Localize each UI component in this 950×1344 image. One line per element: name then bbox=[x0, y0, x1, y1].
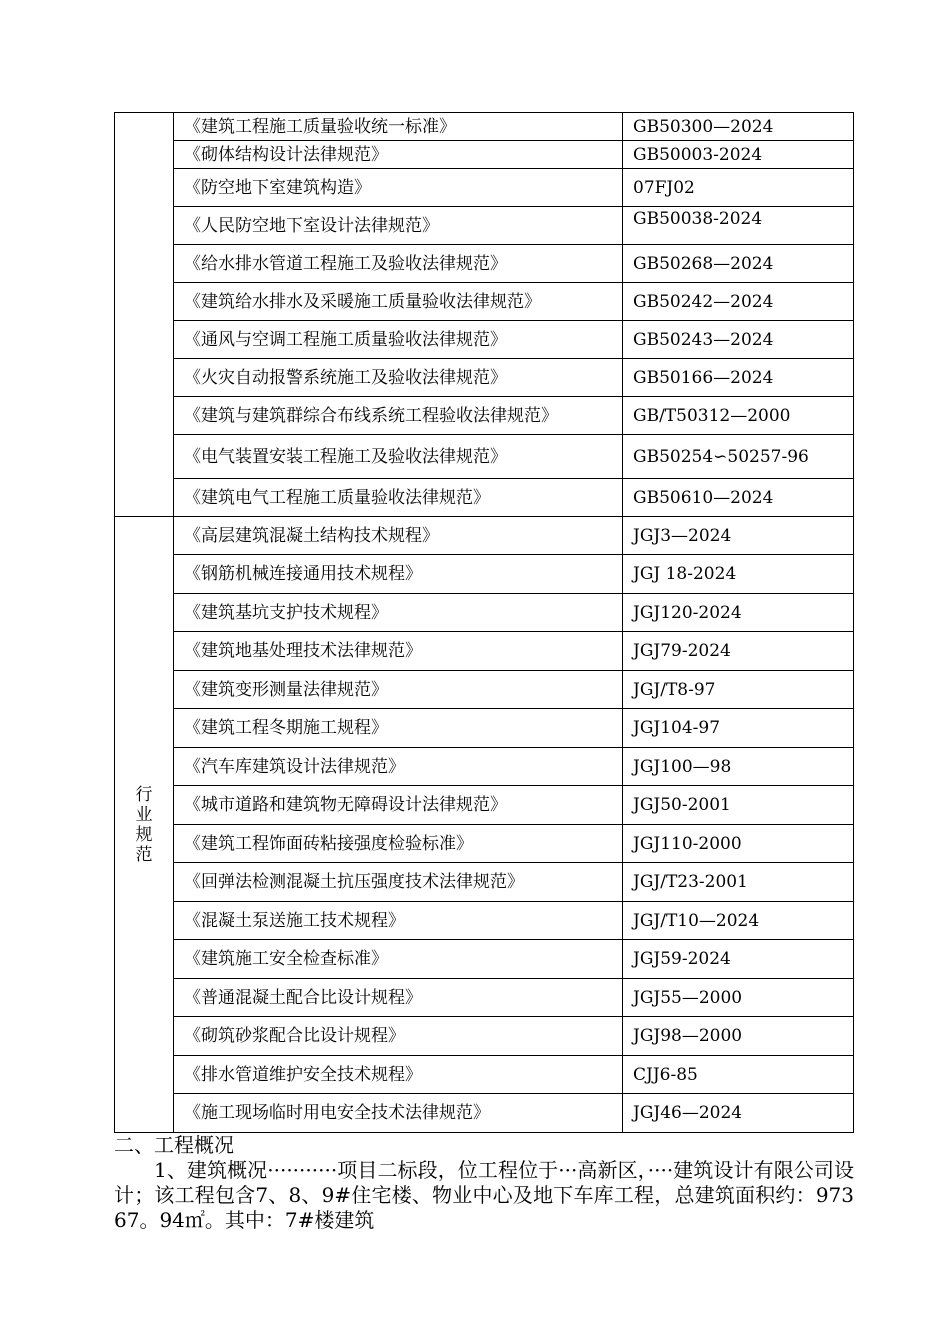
table-row bbox=[115, 979, 854, 1017]
standard-name-cell: 《砌筑砂浆配合比设计规程》 bbox=[174, 1017, 623, 1056]
standard-code-cell: JGJ59-2024 bbox=[623, 940, 854, 979]
standard-name-cell: 《建筑施工安全检查标准》 bbox=[174, 940, 623, 979]
table-row bbox=[115, 359, 854, 397]
standard-code-cell: JGJ98—2000 bbox=[623, 1017, 854, 1056]
standard-name-cell: 《给水排水管道工程施工及验收法律规范》 bbox=[174, 245, 623, 283]
category-cell bbox=[115, 113, 174, 517]
standard-code-cell: JGJ104-97 bbox=[623, 709, 854, 748]
standard-code-cell: GB50610—2024 bbox=[623, 479, 854, 517]
section-body bbox=[114, 1133, 854, 1233]
table-row bbox=[115, 245, 854, 283]
standard-name-cell: 《建筑与建筑群综合布线系统工程验收法律规范》 bbox=[174, 397, 623, 435]
standard-code-cell: JGJ55—2000 bbox=[623, 979, 854, 1017]
section-heading: 二、工程概况 bbox=[114, 1133, 234, 1157]
table-row bbox=[115, 1017, 854, 1056]
standard-code-cell: 07FJ02 bbox=[623, 169, 854, 207]
standard-code-cell: JGJ46—2024 bbox=[623, 1094, 854, 1133]
standard-name-cell: 《排水管道维护安全技术规程》 bbox=[174, 1056, 623, 1094]
table-row bbox=[115, 902, 854, 940]
standard-code-cell: JGJ3—2024 bbox=[623, 517, 854, 555]
standard-name-cell: 《混凝土泵送施工技术规程》 bbox=[174, 902, 623, 940]
standard-code-cell: JGJ120-2024 bbox=[623, 594, 854, 632]
standard-name-cell: 《火灾自动报警系统施工及验收法律规范》 bbox=[174, 359, 623, 397]
standard-code-cell: CJJ6-85 bbox=[623, 1056, 854, 1094]
standard-name-cell: 《防空地下室建筑构造》 bbox=[174, 169, 623, 207]
standard-code-cell: GB50003-2024 bbox=[623, 141, 854, 169]
standard-name-cell: 《汽车库建筑设计法律规范》 bbox=[174, 748, 623, 786]
table-row bbox=[115, 141, 854, 169]
table-row bbox=[115, 825, 854, 863]
standard-code-cell: GB50242—2024 bbox=[623, 283, 854, 321]
standard-name-cell: 《高层建筑混凝土结构技术规程》 bbox=[174, 517, 623, 555]
standards-table bbox=[114, 112, 854, 1133]
table-row bbox=[115, 479, 854, 517]
standard-code-cell: GB50166—2024 bbox=[623, 359, 854, 397]
standard-code-cell: JGJ/T10—2024 bbox=[623, 902, 854, 940]
standard-code-cell: JGJ50-2001 bbox=[623, 786, 854, 825]
standard-name-cell: 《钢筋机械连接通用技术规程》 bbox=[174, 555, 623, 594]
table-row bbox=[115, 283, 854, 321]
standard-code-cell: GB/T50312—2000 bbox=[623, 397, 854, 435]
standard-name-cell: 《人民防空地下室设计法律规范》 bbox=[174, 207, 623, 245]
table-row bbox=[115, 555, 854, 594]
table-row bbox=[115, 671, 854, 709]
standard-name-cell: 《建筑工程冬期施工规程》 bbox=[174, 709, 623, 748]
standard-name-cell: 《通风与空调工程施工质量验收法律规范》 bbox=[174, 321, 623, 359]
standard-name-cell: 《电气装置安装工程施工及验收法律规范》 bbox=[174, 435, 623, 479]
standard-name-cell: 《建筑电气工程施工质量验收法律规范》 bbox=[174, 479, 623, 517]
standard-code-cell: JGJ110-2000 bbox=[623, 825, 854, 863]
table-row bbox=[115, 113, 854, 141]
standard-name-cell: 《建筑地基处理技术法律规范》 bbox=[174, 632, 623, 671]
table-row bbox=[115, 207, 854, 245]
standard-name-cell: 《城市道路和建筑物无障碍设计法律规范》 bbox=[174, 786, 623, 825]
standard-name-cell: 《施工现场临时用电安全技术法律规范》 bbox=[174, 1094, 623, 1133]
standard-code-cell: JGJ/T23-2001 bbox=[623, 863, 854, 902]
category-label: 行业规范 bbox=[135, 784, 153, 865]
table-row bbox=[115, 517, 854, 555]
section-paragraph: 1、建筑概况···········项目二标段，位工程位于···高新区，····建筑设计有限公司设计；该工程包含7、8、9#住宅楼、物业中心及地下车库工程，总建筑面积约：97367。94㎡。其中：7#楼建筑 bbox=[114, 1158, 854, 1232]
standard-code-cell: GB50038-2024 bbox=[623, 207, 854, 245]
table-row bbox=[115, 435, 854, 479]
standard-code-cell: GB50254∽50257-96 bbox=[623, 435, 854, 479]
standard-code-cell: JGJ/T8-97 bbox=[623, 671, 854, 709]
standard-name-cell: 《建筑工程施工质量验收统一标准》 bbox=[174, 113, 623, 141]
table-row bbox=[115, 1056, 854, 1094]
standard-name-cell: 《砌体结构设计法律规范》 bbox=[174, 141, 623, 169]
table-row bbox=[115, 632, 854, 671]
standard-name-cell: 《回弹法检测混凝土抗压强度技术法律规范》 bbox=[174, 863, 623, 902]
table-row bbox=[115, 1094, 854, 1133]
standard-name-cell: 《建筑变形测量法律规范》 bbox=[174, 671, 623, 709]
standard-name-cell: 《建筑给水排水及采暖施工质量验收法律规范》 bbox=[174, 283, 623, 321]
standard-code-cell: JGJ100—98 bbox=[623, 748, 854, 786]
standard-code-cell: GB50268—2024 bbox=[623, 245, 854, 283]
standard-name-cell: 《建筑基坑支护技术规程》 bbox=[174, 594, 623, 632]
standard-code-cell: JGJ 18-2024 bbox=[623, 555, 854, 594]
standard-code-cell: GB50243—2024 bbox=[623, 321, 854, 359]
table-row bbox=[115, 169, 854, 207]
standard-name-cell: 《普通混凝土配合比设计规程》 bbox=[174, 979, 623, 1017]
category-cell bbox=[115, 517, 174, 1133]
table-row bbox=[115, 786, 854, 825]
standard-code-cell: JGJ79-2024 bbox=[623, 632, 854, 671]
standard-name-cell: 《建筑工程饰面砖粘接强度检验标准》 bbox=[174, 825, 623, 863]
table-row bbox=[115, 748, 854, 786]
table-row bbox=[115, 397, 854, 435]
table-row bbox=[115, 709, 854, 748]
table-row bbox=[115, 594, 854, 632]
table-row bbox=[115, 863, 854, 902]
table-row bbox=[115, 940, 854, 979]
standard-code-cell: GB50300—2024 bbox=[623, 113, 854, 141]
table-row bbox=[115, 321, 854, 359]
